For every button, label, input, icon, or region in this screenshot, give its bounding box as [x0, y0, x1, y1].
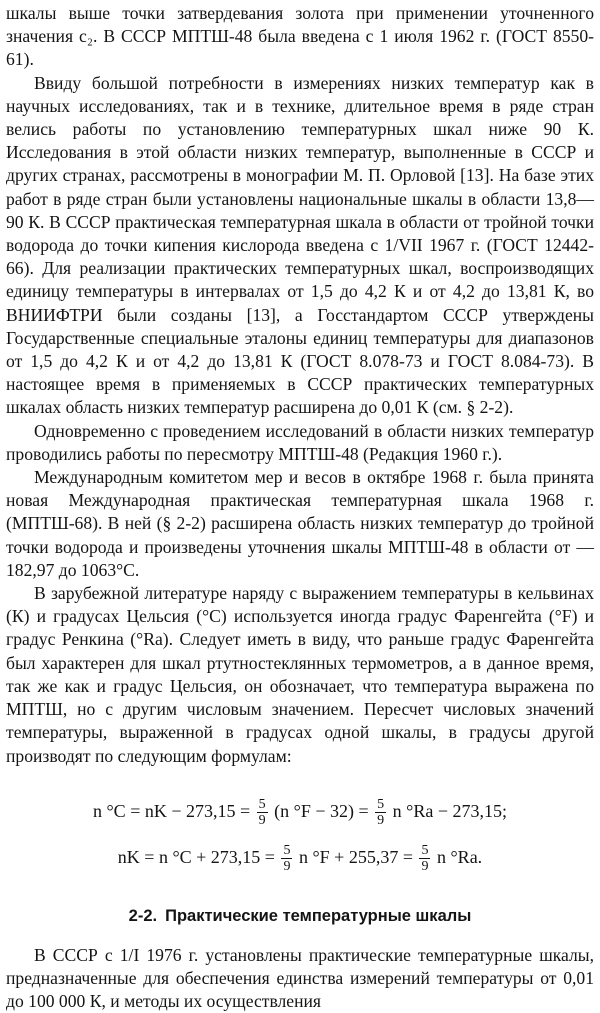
fraction-denominator: 9 — [258, 813, 266, 829]
conversion-formulas — [6, 788, 594, 880]
fraction-denominator: 9 — [421, 859, 429, 875]
paragraph-low-temperature-scales: Ввиду большой потребности в измерениях низких температур как в научных исследованиях, так и в технике, длительное время в ряде стран велись работы по установлению температурных шкал ниже 90 К. Исследования в этой области низких температур, выполненные в СССР и других странах, рассмотрены в монографии М. П. Орловой [13]. На базе этих работ в ряде стран были установлены национальные шкалы в области 13,8—90 К. В СССР практическая температурная шкала в области от тройной точки водорода до точки кипения кислорода введена с 1/VII 1967 г. (ГОСТ 12442-66). Для реализации практических температурных шкал, воспроизводящих единицу температуры в интервалах от 1,5 до 4,2 К и от 4,2 до 13,81 К, во ВНИИФТРИ были созданы [13], а Госстандартом СССР утверждены Государственные специальные эталоны единиц температуры для диапазонов от 1,5 до 4,2 К и от 4,2 до 13,81 К (ГОСТ 8.078-73 и ГОСТ 8.084-73). В настоящее время в применяемых в СССР практических температурных шкалах область низких температур расширена до 0,01 К (см. § 2-2). — [6, 72, 594, 418]
section-title: Практические температурные шкалы — [165, 906, 472, 925]
fraction-five-ninths — [281, 843, 292, 874]
section-heading — [6, 904, 594, 928]
paragraph-continuation: шкалы выше точки затвердевания золота при применении уточненного значения c₂. В СССР МПТШ-48 была введена с 1 июля 1962 г. (ГОСТ 8550-61). — [6, 3, 594, 70]
formula-celsius-tail: n °Ra − 273,15; — [388, 800, 508, 821]
section-number: 2-2. — [128, 906, 158, 925]
fraction-denominator: 9 — [283, 859, 291, 875]
fraction-numerator: 5 — [258, 797, 266, 813]
formula-kelvin — [6, 834, 594, 880]
fraction-numerator: 5 — [283, 843, 291, 859]
formula-kelvin-tail: n °Ra. — [432, 846, 483, 867]
fraction-five-ninths — [375, 797, 386, 828]
fraction-numerator: 5 — [421, 843, 429, 859]
paragraph-revision: Одновременно с проведением исследований в области низких температур проводились работы по пересмотру МПТШ-48 (Редакция 1960 г.). — [6, 420, 594, 464]
formula-celsius-lhs: n °C = nK − 273,15 = — [92, 800, 255, 821]
paragraph-foreign-units: В зарубежной литературе наряду с выражением температуры в кельвинах (К) и градусах Цельсия (°С) используется иногда градус Фаренгейта (°F) и градус Ренкина (°Ra). Следует иметь в виду, что раньше градус Фаренгейта был характерен для шкал ртутностеклянных термометров, а в данное время, так же как и градус Цельсия, он обозначает, что температура выражена по МПТШ, но с другим числовым значением. Пересчет числовых значений температуры, выраженной в градусах одной шкалы, в градусы другой производят по следующим формулам: — [6, 583, 594, 766]
fraction-five-ninths — [257, 797, 268, 828]
paragraph-ipts-68: Международным комитетом мер и весов в октябре 1968 г. была принята новая Международная практическая температурная шкала 1968 г. (МПТШ-68). В ней (§ 2-2) расширена область низких температур до тройной точки водорода и произведены уточнения шкалы МПТШ-48 в области от —182,97 до 1063°С. — [6, 467, 594, 580]
formula-kelvin-lhs: nK = n °C + 273,15 = — [117, 846, 280, 867]
fraction-numerator: 5 — [377, 797, 385, 813]
fraction-denominator: 9 — [377, 813, 385, 829]
formula-celsius-mid: (n °F − 32) = — [269, 800, 374, 821]
formula-celsius — [6, 788, 594, 834]
formula-kelvin-mid: n °F + 255,37 = — [294, 846, 418, 867]
fraction-five-ninths — [419, 843, 430, 874]
paragraph-section-intro: В СССР с 1/I 1976 г. установлены практические температурные шкалы, предназначенные для обеспечения единства измерений температуры от 0,01 до 100 000 К, и методы их осуществления — [6, 944, 594, 1012]
